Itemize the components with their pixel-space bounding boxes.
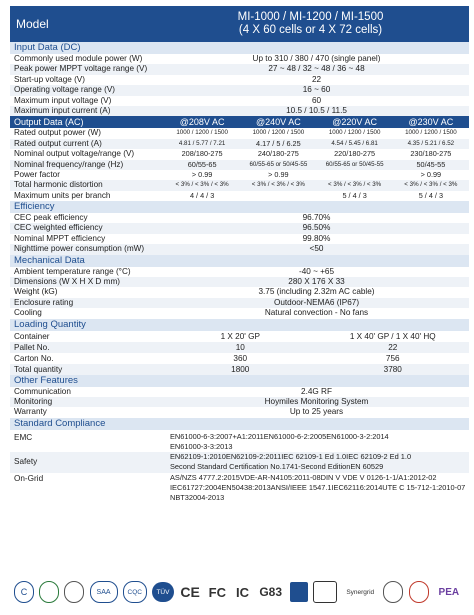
output-header (10, 116, 469, 128)
output-row (10, 128, 469, 138)
efficiency-row (10, 234, 469, 244)
output-label: Rated output power (W) (14, 128, 101, 138)
output-col-208: @208V AC (179, 117, 225, 128)
saa-logo-icon: SAA (90, 581, 118, 603)
mechanical-label: Ambient temperature range (°C) (14, 266, 131, 276)
other-label: Warranty (14, 407, 47, 417)
safety-line-2: Second Standard Certification No.1741-Second EditionEN 60529 (170, 462, 384, 472)
certification-seal-icon (39, 581, 59, 603)
input-row (10, 85, 469, 95)
cqc-logo-icon: CQC (123, 581, 147, 603)
other-row (10, 407, 469, 417)
output-row (10, 160, 469, 170)
csa-logo-icon: C (14, 581, 34, 603)
section-compliance-title: Standard Compliance (10, 418, 469, 430)
input-value: 16 ~ 60 (302, 85, 331, 95)
other-row (10, 397, 469, 407)
safety-line-1: EN62109-1:2010EN62109-2:2011IEC 62109-1 Ed 1.0IEC 62109-2 Ed 1.0 (170, 452, 412, 462)
loading-label: Total quantity (14, 364, 63, 374)
loading-row (10, 364, 469, 375)
output-value: 50/45-55 (416, 159, 446, 169)
output-value: 4.17 / 5 / 6.25 (256, 138, 301, 148)
mechanical-row (10, 308, 469, 318)
mark-logo-icon (313, 581, 337, 603)
output-row (10, 139, 469, 149)
mechanical-label: Cooling (14, 308, 42, 318)
output-value: 4.35 / 5.21 / 6.52 (407, 139, 455, 147)
output-col-230: @230V AC (408, 117, 454, 128)
synergrid-logo-icon: Synergrid (346, 588, 375, 596)
spec-sheet (10, 0, 469, 503)
input-label: Maximum input voltage (V) (14, 95, 112, 105)
other-rows (10, 387, 469, 418)
output-label: Nominal output voltage/range (V) (14, 149, 135, 159)
other-value: Up to 25 years (289, 407, 344, 417)
g83-logo-icon: G83 (259, 585, 283, 599)
efficiency-label: Nighttime power consumption (mW) (14, 244, 145, 254)
fcc-logo-icon: FC (208, 584, 226, 600)
efficiency-value: 99.80% (302, 233, 331, 243)
mechanical-label: Enclosure rating (14, 297, 74, 307)
output-value: 60/55-65 or 50/45-55 (249, 160, 308, 168)
other-value: 2.4G RF (301, 386, 332, 396)
input-value: 60 (311, 95, 322, 105)
output-label: Power factor (14, 169, 60, 179)
input-label: Maximum input current (A) (14, 105, 111, 115)
model-names: MI-1000 / MI-1200 / MI-1500 (237, 11, 384, 23)
output-value: 1000 / 1200 / 1500 (176, 129, 228, 137)
output-value: 208/180-275 (181, 149, 223, 159)
loading-value: 1 X 20' GP (220, 331, 260, 341)
output-value: 220/180-275 (334, 149, 376, 159)
output-value: > 0.99 (420, 169, 442, 179)
output-label: Rated output current (A) (14, 138, 102, 148)
loading-rows (10, 331, 469, 375)
output-value: 1000 / 1200 / 1500 (405, 129, 457, 137)
other-label: Monitoring (14, 396, 53, 406)
mechanical-rows (10, 267, 469, 319)
input-label: Commonly used module power (W) (14, 54, 143, 63)
tuv-logo-icon: TÜV (152, 582, 174, 602)
loading-label: Pallet No. (14, 342, 50, 352)
model-cells: (4 X 60 cells or 4 X 72 cells) (238, 24, 383, 36)
other-row (10, 387, 469, 397)
mechanical-label: Dimensions (W X H X D mm) (14, 277, 120, 287)
loading-value: 360 (233, 353, 248, 363)
mechanical-row (10, 277, 469, 287)
efficiency-label: Nominal MPPT efficiency (14, 233, 106, 243)
emc-line-1: EN61000-6-3:2007+A1:2011EN61000-6-2:2005EN61000-3-2:2014 (170, 431, 389, 441)
output-value: < 3% / < 3% / < 3% (404, 181, 458, 189)
output-value (317, 170, 393, 180)
loading-row (10, 342, 469, 353)
efficiency-value: <50 (309, 244, 324, 254)
input-rows (10, 54, 469, 116)
mechanical-value: 280 X 176 X 33 (288, 277, 345, 287)
loading-value: 22 (388, 342, 398, 352)
compliance-safety (10, 452, 469, 472)
section-input-title: Input Data (DC) (10, 42, 469, 54)
output-col-220: @220V AC (332, 117, 377, 128)
efficiency-row (10, 244, 469, 254)
output-value: 4.54 / 5.45 / 6.81 (331, 139, 378, 147)
input-value: 22 (311, 74, 322, 84)
other-label: Communication (14, 386, 71, 396)
output-value: 1000 / 1200 / 1500 (252, 129, 305, 137)
ongrid-line-3: NBT32004-2013 (170, 492, 225, 502)
input-row (10, 96, 469, 106)
certification-seal-2-icon (64, 581, 84, 603)
loading-row (10, 353, 469, 364)
output-value: < 3% / < 3% / < 3% (328, 181, 382, 189)
efficiency-row (10, 223, 469, 233)
mechanical-row (10, 298, 469, 308)
certification-badge-icon (383, 581, 403, 603)
output-rows (10, 128, 469, 201)
ce-logo-icon: CE (180, 584, 200, 600)
loading-label: Container (14, 331, 50, 341)
mechanical-label: Weight (kG) (14, 287, 58, 297)
mechanical-value: Outdoor-NEMA6 (IP67) (273, 297, 360, 307)
circle-logo-icon (409, 581, 429, 603)
loading-label: Carton No. (14, 353, 54, 363)
safety-label: Safety (14, 457, 38, 467)
ongrid-line-1: AS/NZS 4777.2:2015VDE-AR-N4105:2011-08DIN V VDE V 0126-1-1/A1:2012-02 (170, 472, 437, 482)
ongrid-line-2: IEC61727:2004EN50438:2013ANSI/IEEE 1547.1IEC62116:2014UTE C 15-712-1:2010-07 (170, 482, 466, 492)
pea-logo-icon: PEA (438, 586, 460, 598)
output-value: 1000 / 1200 / 1500 (328, 129, 381, 137)
section-other-title: Other Features (10, 375, 469, 387)
loading-row (10, 331, 469, 342)
recycle-logo-icon (290, 582, 308, 602)
model-header (10, 6, 469, 42)
output-value: 4 / 4 / 3 (189, 190, 215, 200)
section-mechanical-title: Mechanical Data (10, 255, 469, 267)
output-value: 4.81 / 5.77 / 7.21 (178, 139, 226, 147)
efficiency-rows (10, 213, 469, 255)
efficiency-row (10, 213, 469, 223)
mechanical-row (10, 287, 469, 297)
input-value: Up to 310 / 380 / 470 (single panel) (252, 54, 381, 63)
efficiency-value: 96.70% (302, 213, 331, 223)
input-label: Start-up voltage (V) (14, 74, 85, 84)
input-value: 27 ~ 48 / 32 ~ 48 / 36 ~ 48 (268, 64, 365, 74)
output-label: Maximum units per branch (14, 190, 111, 200)
section-output-title: Output Data (AC) (14, 117, 84, 128)
emc-label: EMC (14, 432, 33, 442)
ic-logo-icon: IC (236, 584, 249, 600)
output-value: < 3% / < 3% / < 3% (175, 181, 229, 189)
efficiency-value: 96.50% (302, 223, 331, 233)
loading-value: 1 X 40' GP / 1 X 40' HQ (349, 331, 436, 341)
output-value: 5 / 4 / 3 (418, 190, 444, 200)
output-value (240, 191, 316, 201)
output-row (10, 180, 469, 190)
input-row (10, 64, 469, 74)
output-value: < 3% / < 3% / < 3% (251, 181, 305, 189)
other-value: Hoymiles Monitoring System (264, 396, 369, 406)
loading-value: 10 (235, 342, 245, 352)
compliance-ongrid (10, 473, 469, 504)
input-label: Operating voltage range (V) (14, 85, 116, 95)
loading-value: 1800 (231, 364, 250, 374)
output-col-240: @240V AC (256, 117, 301, 128)
output-value: > 0.99 (268, 169, 289, 179)
output-value: 60/55-65 (187, 159, 217, 169)
certification-logos (14, 580, 464, 604)
mechanical-row (10, 267, 469, 277)
ongrid-label: On-Grid (14, 473, 44, 483)
mechanical-value: -40 ~ +65 (298, 266, 335, 276)
output-value: 5 / 4 / 3 (342, 190, 367, 200)
output-row (10, 191, 469, 201)
loading-value: 3780 (383, 364, 402, 374)
mechanical-value: 3.75 (including 2.32m AC cable) (258, 287, 375, 297)
section-loading-title: Loading Quantity (10, 319, 469, 331)
emc-line-2: EN61000-3-3:2013 (170, 441, 233, 451)
section-efficiency-title: Efficiency (10, 201, 469, 213)
compliance-emc (10, 430, 469, 452)
output-label: Nominal frequency/range (Hz) (14, 159, 124, 169)
input-row (10, 106, 469, 116)
output-value: > 0.99 (191, 169, 213, 179)
loading-value: 756 (385, 353, 400, 363)
output-value: 240/180-275 (257, 149, 299, 159)
model-label: Model (16, 17, 49, 31)
output-row (10, 149, 469, 159)
output-label: Total harmonic distortion (14, 180, 103, 190)
mechanical-value: Natural convection - No fans (264, 308, 369, 318)
input-row (10, 54, 469, 64)
output-row (10, 170, 469, 180)
output-value: 60/55-65 or 50/45-55 (325, 160, 384, 168)
output-value: 230/180-275 (410, 149, 452, 159)
efficiency-label: CEC weighted efficiency (14, 223, 103, 233)
input-row (10, 75, 469, 85)
efficiency-label: CEC peak efficiency (14, 213, 88, 223)
input-value: 10.5 / 10.5 / 11.5 (286, 105, 347, 115)
input-label: Peak power MPPT voltage range (V) (14, 64, 148, 74)
